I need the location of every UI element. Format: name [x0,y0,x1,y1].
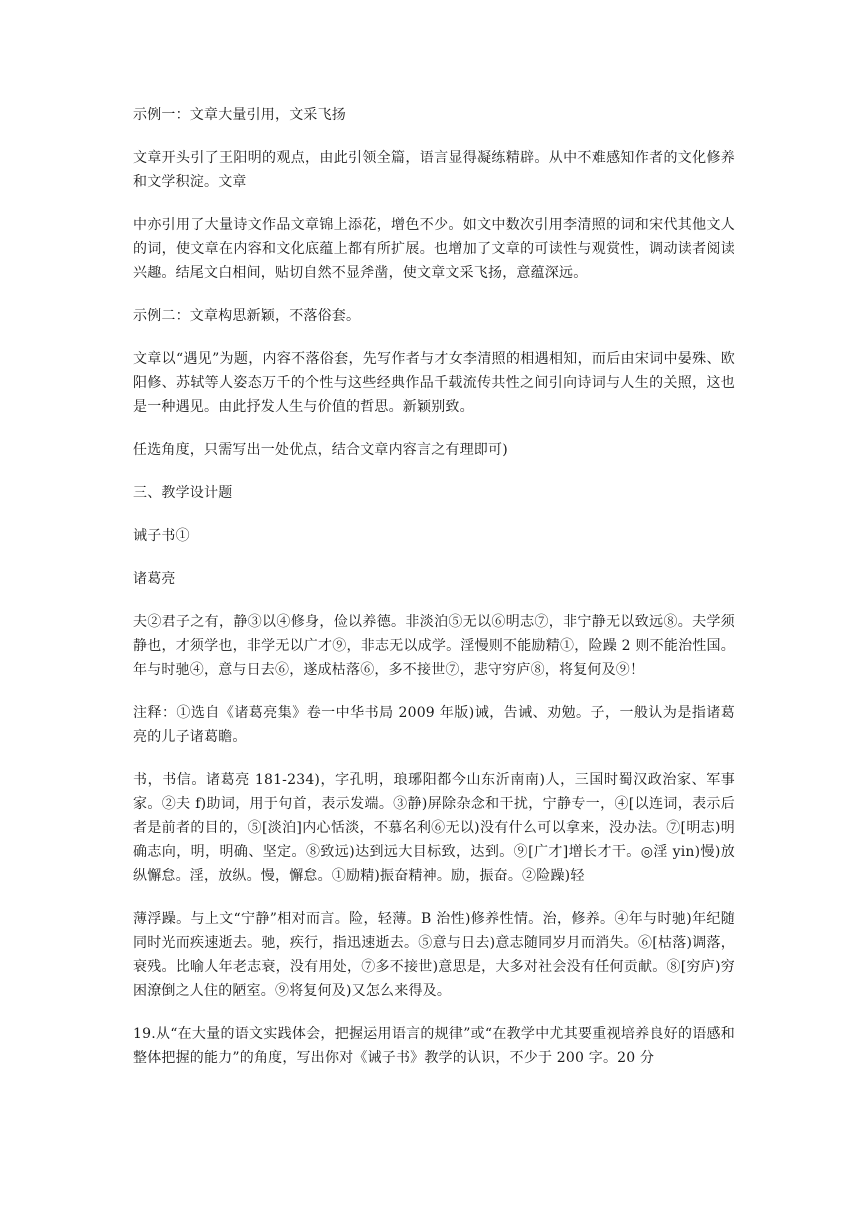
section-three-heading: 三、教学设计题 [133,485,233,501]
text-author: 诸葛亮 [133,571,176,587]
example-two-heading: 示例二：文章构思新颖，不落俗套。 [133,308,361,324]
annotation-list-part2: 薄浮躁。与上文“宁静”相对而言。险，轻薄。B 治性)修养性情。治，修养。④年与时驰)年纪随同时光而疾速逝去。驰，疾行，指迅速逝去。⑤意与日去)意志随同岁月而消失。⑥[枯落)调落，衰残。比喻人年老志衰，没有用处，⑦多不接世)意思是，大多对社会没有任何贡献。⑧[穷庐)穷困潦倒之人住的陋室。⑨将复何及)又怎么来得及。 [133,911,735,999]
classical-text-body: 夫②君子之有，静③以④修身，俭以养德。非淡泊⑤无以⑥明志⑦，非宁静无以致远⑧。夫学须静也，才须学也，非学无以广才⑨，非志无以成学。淫慢则不能励精①，险躁 2 则不能治性国。年与时驰④，意与日去⑥，遂成枯落⑥，多不接世⑦，悲守穷庐⑧，将复何及⑨！ [133,614,735,678]
example-two-body: 文章以“遇见”为题，内容不落俗套，先写作者与才女李清照的相遇相知，而后由宋词中晏殊、欧阳修、苏轼等人姿态万千的个性与这些经典作品千载流传共性之间引向诗词与人生的关照，这也是一种遇见。由此抒发人生与价值的哲思。新颖别致。 [133,351,735,415]
question-19: 19.从“在大量的语文实践体会，把握运用语言的规律”或“在教学中尤其要重视培养良好的语感和整体把握的能力”的角度，写出你对《诫子书》教学的认识，不少于 200 字。20 分 [133,1026,735,1066]
text-title: 诫子书① [133,528,190,544]
example-one-heading: 示例一：文章大量引用，文采飞扬 [133,107,346,123]
answer-note: 任选角度，只需写出一处优点，结合文章内容言之有理即可) [133,442,508,458]
example-one-body-part1: 文章开头引了王阳明的观点，由此引领全篇，语言显得凝练精辟。从中不难感知作者的文化修养和文学积淀。文章 [133,150,735,190]
annotation-intro: 注释：①选自《诸葛亮集》卷一中华书局 2009 年版)诫，告诫、劝勉。子，一般认为是指诸葛亮的儿子诸葛瞻。 [133,705,735,745]
annotation-list-part1: 书，书信。诸葛亮 181-234)，字孔明，琅琊阳都今山东沂南南)人，三国时蜀汉政治家、军事家。②夫 f)助词，用于句首，表示发端。③静)屏除杂念和干扰，宁静专一，④[以连词，表示后者是前者的目的，⑤[淡泊]内心恬淡，不慕名利⑥无以)没有什么可以拿来，没办法。⑦[明志)明确志向，明，明确、坚定。⑧致远)达到远大目标致，达到。⑨[广才]增长才干。◎淫 yin)慢)放纵懈怠。淫，放纵。慢，懈怠。①励精)振奋精神。励，振奋。②险躁)轻 [133,772,735,884]
document-page [133,103,735,1089]
example-one-body-part2: 中亦引用了大量诗文作品文章锦上添花，增色不少。如文中数次引用李清照的词和宋代其他文人的词，使文章在内容和文化底蕴上都有所扩展。也增加了文章的可读性与观赏性，调动读者阅读兴趣。结尾文白相间，贴切自然不显斧凿，使文章文采飞扬，意蕴深远。 [133,217,735,281]
